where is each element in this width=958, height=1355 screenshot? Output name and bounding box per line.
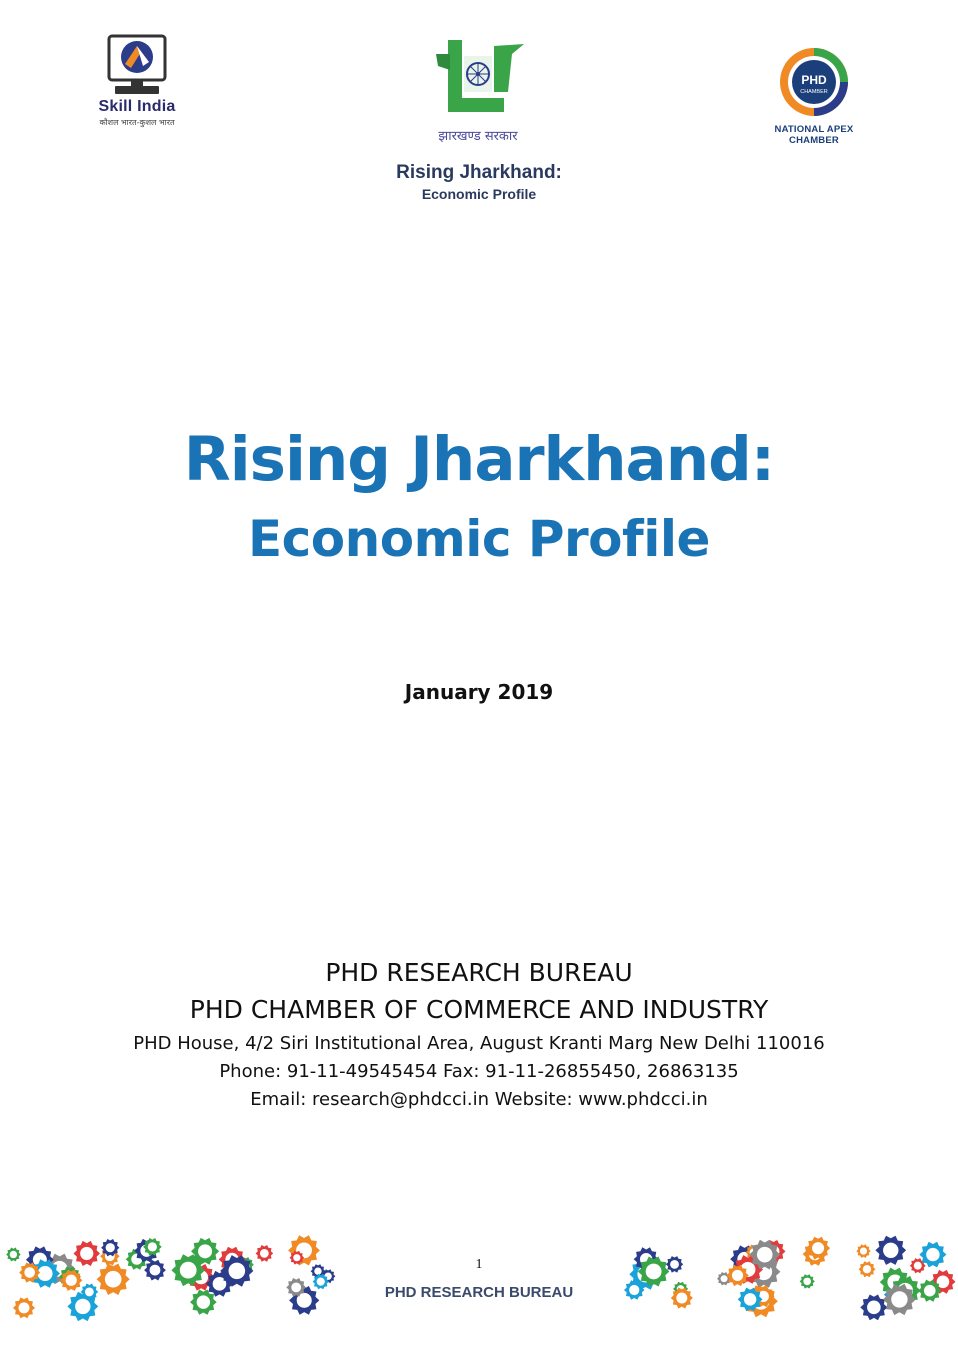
svg-text:CHAMBER: CHAMBER [800, 89, 828, 95]
phone-fax: Phone: 91-11-49545454 Fax: 91-11-26855450, 26863135 [219, 1061, 739, 1082]
email-website: Email: research@phdcci.in Website: www.phdcci.in [250, 1089, 708, 1110]
page-number: 1 [475, 1257, 483, 1272]
header-subtitle: Economic Profile [421, 186, 537, 202]
skill-india-name: Skill India [98, 98, 176, 115]
footer-gears-left-decoration [0, 1226, 345, 1326]
jharkhand-caption: झारखण्ड सरकार [438, 129, 518, 144]
publisher-block [0, 956, 958, 1114]
phd-chamber-seal-icon [777, 46, 851, 118]
skill-india-tagline: कौशल भारत-कुशल भारत [99, 118, 175, 127]
phd-chamber-logo [752, 46, 876, 146]
phd-chamber-caption: NATIONAL APEX CHAMBER [774, 124, 854, 146]
footer-label: PHD RESEARCH BUREAU [384, 1284, 574, 1301]
cover-title-block [0, 420, 958, 574]
cover-subtitle: Economic Profile [248, 510, 710, 568]
cover-title: Rising Jharkhand: [183, 424, 775, 495]
jharkhand-emblem-icon [428, 36, 528, 122]
header-title-block [0, 162, 958, 202]
address: PHD House, 4/2 Siri Institutional Area, August Kranti Marg New Delhi 110016 [133, 1033, 825, 1054]
organization-name: PHD CHAMBER OF COMMERCE AND INDUSTRY [189, 995, 769, 1024]
bureau-name: PHD RESEARCH BUREAU [325, 958, 633, 987]
skill-india-logo [88, 34, 186, 144]
jharkhand-government-logo [420, 36, 536, 146]
skill-india-computer-icon [107, 34, 167, 96]
header-title: Rising Jharkhand: [396, 162, 562, 183]
publication-date: January 2019 [404, 680, 554, 704]
svg-text:PHD: PHD [801, 73, 827, 87]
footer-gears-right-decoration [620, 1226, 958, 1326]
